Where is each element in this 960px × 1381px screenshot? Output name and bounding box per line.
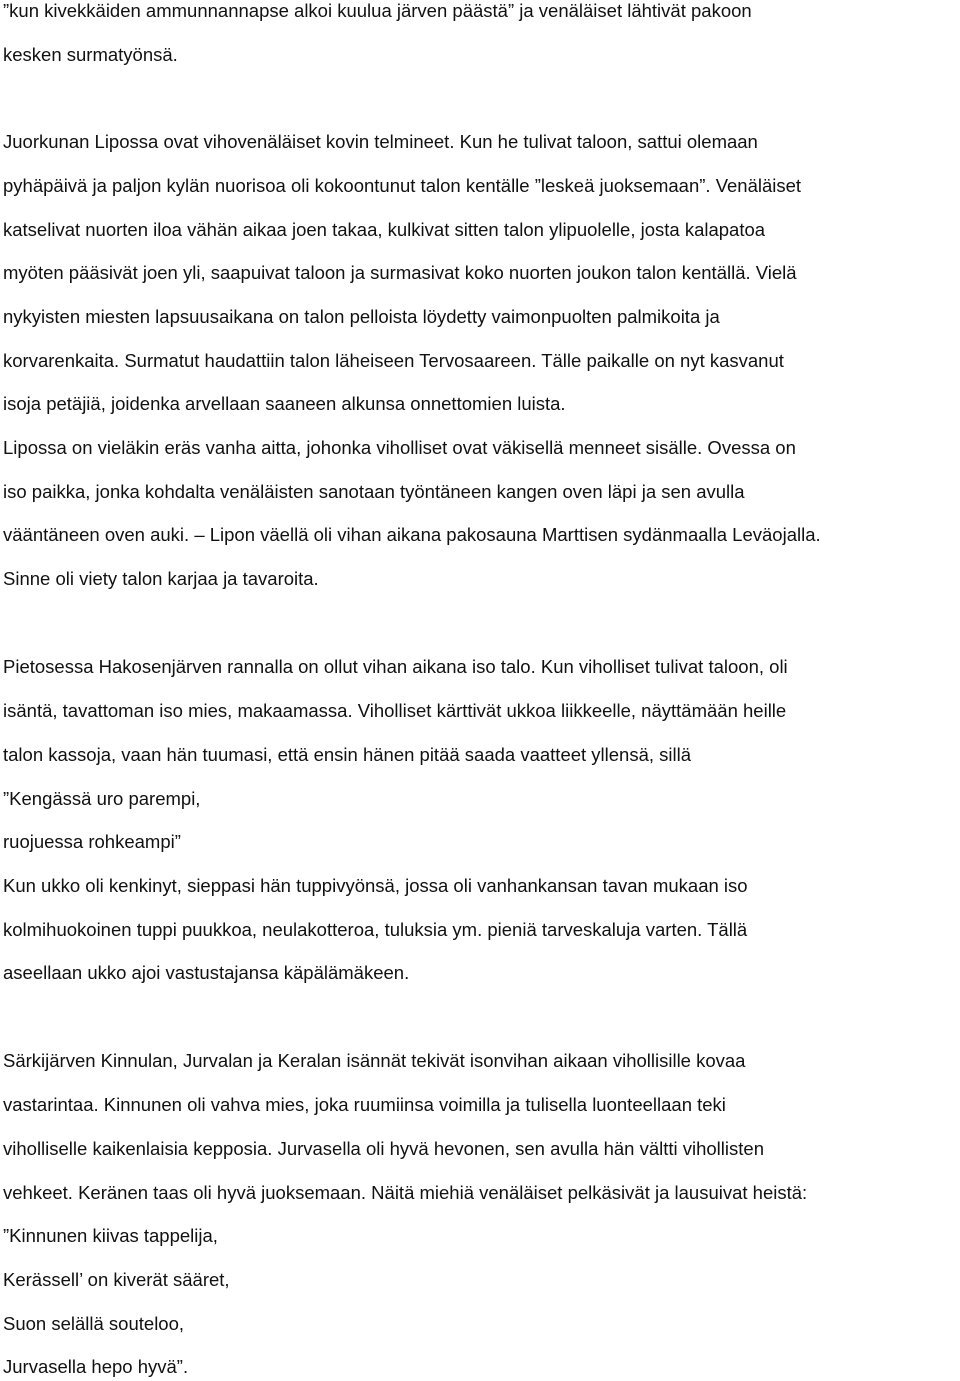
text-line: vastarintaa. Kinnunen oli vahva mies, joka ruumiinsa voimilla ja tulisella luonteellaan teki — [3, 1094, 726, 1115]
text-line: Sinne oli viety talon karjaa ja tavaroita. — [3, 568, 319, 589]
text-line: pyhäpäivä ja paljon kylän nuorisoa oli kokoontunut talon kentälle ”leskeä juoksemaan”. Venäläiset — [3, 175, 802, 196]
text-line: Kun ukko oli kenkinyt, sieppasi hän tuppivyönsä, jossa oli vanhankansan tavan mukaan iso — [3, 875, 748, 896]
text-line: Pietosessa Hakosenjärven rannalla on ollut vihan aikana iso talo. Kun viholliset tulivat taloon, oli — [3, 656, 788, 677]
text-line: Jurvasella hepo hyvä”. — [3, 1356, 189, 1377]
text-line: myöten pääsivät joen yli, saapuivat taloon ja surmasivat koko nuorten joukon talon kentällä. Vielä — [3, 262, 797, 283]
text-line: ”Kengässä uro parempi, — [3, 788, 201, 809]
text-line: vehkeet. Keränen taas oli hyvä juoksemaan. Näitä miehiä venäläiset pelkäsivät ja lausuivat heistä: — [3, 1182, 808, 1203]
text-line: ”kun kivekkäiden ammunnannapse alkoi kuulua järven päästä” ja venäläiset lähtivät pakoon — [3, 0, 752, 21]
text-line: Kerässell’ on kiverät sääret, — [3, 1269, 230, 1290]
text-line: aseellaan ukko ajoi vastustajansa käpälämäkeen. — [3, 962, 410, 983]
text-line: Lipossa on vieläkin eräs vanha aitta, johonka viholliset ovat väkisellä menneet sisälle. Ovessa on — [3, 437, 796, 458]
text-line: kesken surmatyönsä. — [3, 44, 178, 65]
text-line: viholliselle kaikenlaisia kepposia. Jurvasella oli hyvä hevonen, sen avulla hän vältti vihollisten — [3, 1138, 764, 1159]
text-line: kolmihuokoinen tuppi puukkoa, neulakotteroa, tuluksia ym. pieniä tarveskaluja varten. Tällä — [3, 919, 748, 940]
text-line: nykyisten miesten lapsuusaikana on talon pelloista löydetty vaimonpuolten palmikoita ja — [3, 306, 720, 327]
text-line: korvarenkaita. Surmatut haudattiin talon läheiseen Tervosaareen. Tälle paikalle on nyt kasvanut — [3, 350, 784, 371]
text-line: katselivat nuorten iloa vähän aikaa joen takaa, kulkivat sitten talon ylipuolelle, josta kalapatoa — [3, 219, 766, 240]
text-line: vääntäneen oven auki. – Lipon väellä oli vihan aikana pakosauna Marttisen sydänmaalla Leväojalla. — [3, 524, 821, 545]
text-line: talon kassoja, vaan hän tuumasi, että ensin hänen pitää saada vaatteet yllensä, sillä — [3, 744, 692, 765]
text-line: ruojuessa rohkeampi” — [3, 831, 181, 852]
text-line: isäntä, tavattoman iso mies, makaamassa. Viholliset kärttivät ukkoa liikkeelle, näyttämään heille — [3, 700, 787, 721]
text-line: iso paikka, jonka kohdalta venäläisten sanotaan työntäneen kangen oven läpi ja sen avulla — [3, 481, 745, 502]
text-line: Särkijärven Kinnulan, Jurvalan ja Keralan isännät tekivät isonvihan aikaan vihollisille kovaa — [3, 1050, 746, 1071]
text-line: Juorkunan Lipossa ovat vihovenäläiset kovin telmineet. Kun he tulivat taloon, sattui olemaan — [3, 131, 758, 152]
text-line: isoja petäjiä, joidenka arvellaan saaneen alkunsa onnettomien luista. — [3, 393, 566, 414]
text-line: ”Kinnunen kiivas tappelija, — [3, 1225, 218, 1246]
text-line: Suon selällä souteloo, — [3, 1313, 185, 1334]
